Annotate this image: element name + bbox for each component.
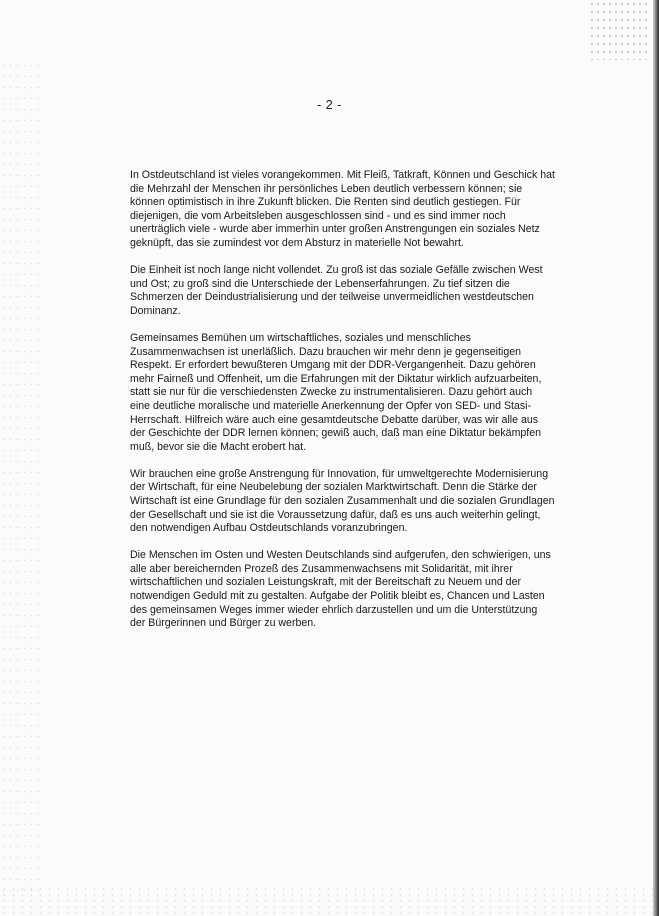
- paragraph-5: Die Menschen im Osten und Westen Deutschlands sind aufgerufen, den schwierigen, uns alle aber bereichernden Prozeß des Zusammenwachsens mit Solidarität, mit ihrer wirtschaftlichen und sozialen Leistungskraft, mit der Bereitschaft zu Neuem und der notwendigen Geduld mit zu gestalten. Aufgabe der Politik bleibt es, Chancen und Lasten des gemeinsamen Weges immer wieder ehrlich darzustellen und um die Unterstützung der Bürgerinnen und Bürger zu werben.: [130, 549, 551, 630]
- paragraph-3: Gemeinsames Bemühen um wirtschaftliches, soziales und menschliches Zusammenwachsen ist unerläßlich. Dazu brauchen wir mehr denn je gegenseitigen Respekt. Er erfordert bewußteren Umgang mit der DDR-Vergangenheit. Dazu gehören mehr Fairneß und Offenheit, um die Erfahrungen mit der Diktatur wirklich aufzuarbeiten, statt sie nur für die verschiedensten Zwecke zu instrumentalisieren. Dazu gehört auch eine deutliche moralische und materielle Anerkennung der Opfer von SED- und Stasi-Herrschaft. Hilfreich wäre auch eine gesamtdeutsche Debatte darüber, was wir alle aus der Geschichte der DDR lernen können; gewiß auch, daß man eine Diktatur bekämpfen muß, bevor sie die Macht erobert hat.: [130, 331, 542, 453]
- paragraph-4: Wir brauchen eine große Anstrengung für Innovation, für umweltgerechte Modernisierung der Wirtschaft, für eine Neubelebung der sozialen Marktwirtschaft. Denn die Stärke der Wirtschaft ist eine Grundlage für den sozialen Zusammenhalt und die sozialen Grundlagen der Gesellschaft und sie ist die Voraussetzung dafür, daß es uns auch weiterhin gelingt, den notwendigen Aufbau Ostdeutschlands voranzubringen.: [130, 467, 555, 535]
- scan-speckle-bottom: [0, 886, 659, 916]
- paragraph-2: Die Einheit ist noch lange nicht vollendet. Zu groß ist das soziale Gefälle zwischen West und Ost; zu groß sind die Unterschiede der Lebenserfahrungen. Zu tief sitzen die Schmerzen der Deindustrialisierung und der teilweise unvermeidlichen westdeutschen Dominanz.: [130, 264, 543, 317]
- page-number: - 2 -: [317, 98, 342, 112]
- scan-edge-right: [653, 0, 659, 916]
- paragraph-1: In Ostdeutschland ist vieles vorangekommen. Mit Fleiß, Tatkraft, Können und Geschick hat die Mehrzahl der Menschen ihr persönliches Leben deutlich verbessern können; sie können optimistisch in ihre Zukunft blicken. Die Renten sind deutlich gestiegen. Für diejenigen, die vom Arbeitsleben ausgeschlossen sind - und es sind immer noch unerträglich viele - wurde aber immerhin unter großen Anstrengungen ein soziales Netz geknüpft, das sie zumindest vor dem Absturz in materielle Not bewahrt.: [130, 169, 555, 249]
- document-body: [130, 169, 555, 644]
- scan-speckle-top-right: [589, 0, 649, 60]
- scan-speckle-left: [0, 60, 40, 900]
